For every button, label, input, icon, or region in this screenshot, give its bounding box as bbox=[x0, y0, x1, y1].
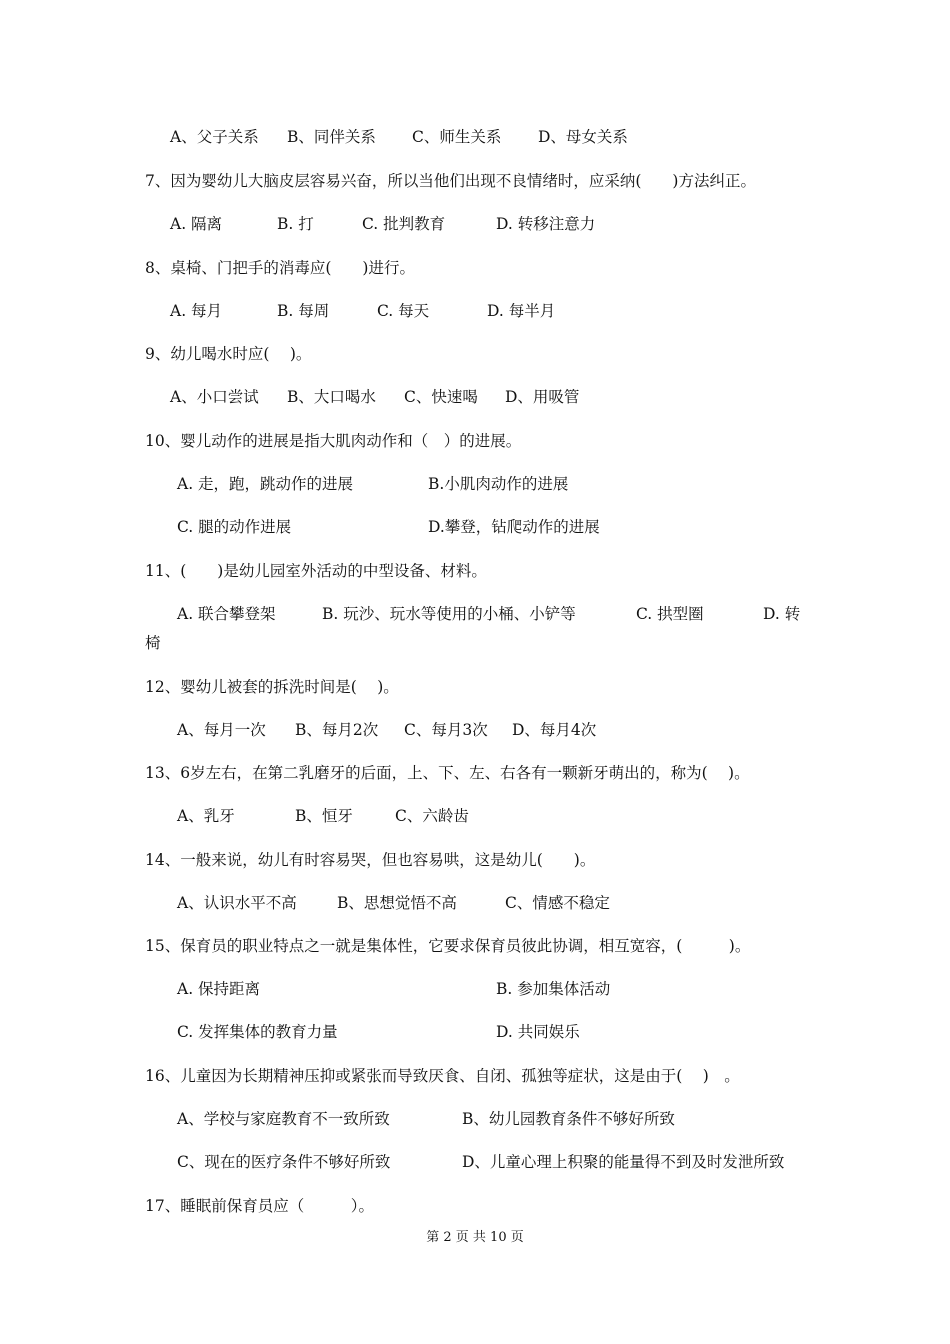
question-text: 14、一般来说，幼儿有时容易哭，但也容易哄，这是幼儿( )。 bbox=[145, 851, 596, 869]
answer-option: D. 转 bbox=[763, 605, 801, 623]
options-line bbox=[0, 124, 950, 150]
options-line bbox=[0, 890, 950, 916]
question-line bbox=[0, 341, 950, 367]
options-line bbox=[0, 803, 950, 829]
answer-option: B.小肌肉动作的进展 bbox=[428, 475, 569, 493]
answer-option: A. 走，跑，跳动作的进展 bbox=[177, 475, 354, 493]
question-text: 15、保育员的职业特点之一就是集体性，它要求保育员彼此协调，相互宽容，( )。 bbox=[145, 937, 751, 955]
answer-option: C、现在的医疗条件不够好所致 bbox=[177, 1153, 391, 1171]
question-text: 12、婴幼儿被套的拆洗时间是( )。 bbox=[145, 678, 399, 696]
answer-option: D、每月4次 bbox=[512, 721, 597, 739]
question-text: 13、6岁左右，在第二乳磨牙的后面，上、下、左、右各有一颗新牙萌出的，称为( )。 bbox=[145, 764, 750, 782]
answer-option: C. 每天 bbox=[377, 302, 430, 320]
question-line bbox=[0, 674, 950, 700]
answer-option: D. 共同娱乐 bbox=[496, 1023, 580, 1041]
question-text: 17、睡眠前保育员应（ ）。 bbox=[145, 1197, 374, 1215]
options-line bbox=[0, 1019, 950, 1045]
answer-option: B. 打 bbox=[277, 215, 314, 233]
answer-option: C. 发挥集体的教育力量 bbox=[177, 1023, 338, 1041]
question-line bbox=[0, 933, 950, 959]
options-line bbox=[0, 384, 950, 410]
options-line bbox=[0, 211, 950, 237]
page-footer: 第 2 页 共 10 页 bbox=[426, 1230, 524, 1245]
options-line bbox=[0, 471, 950, 497]
options-line bbox=[0, 1149, 950, 1175]
answer-option: D. 转移注意力 bbox=[496, 215, 596, 233]
options-line bbox=[0, 298, 950, 324]
answer-option: C、快速喝 bbox=[404, 388, 478, 406]
answer-option: A、小口尝试 bbox=[170, 388, 259, 406]
answer-option: C. 拱型圈 bbox=[636, 605, 704, 623]
answer-option: A. 每月 bbox=[170, 302, 223, 320]
options-line bbox=[0, 717, 950, 743]
answer-option: B. 玩沙、玩水等使用的小桶、小铲等 bbox=[322, 605, 576, 623]
question-text: 10、婴儿动作的进展是指大肌肉动作和（ ）的进展。 bbox=[145, 432, 522, 450]
question-line bbox=[0, 428, 950, 454]
answer-option: C、六龄齿 bbox=[395, 807, 469, 825]
answer-option: A. 保持距离 bbox=[177, 980, 261, 998]
answer-option: C、每月3次 bbox=[404, 721, 488, 739]
question-line bbox=[0, 847, 950, 873]
answer-option: D、母女关系 bbox=[538, 128, 628, 146]
question-text: 8、桌椅、门把手的消毒应( )进行。 bbox=[145, 259, 415, 277]
question-text: 7、因为婴幼儿大脑皮层容易兴奋，所以当他们出现不良情绪时，应采纳( )方法纠正。 bbox=[145, 172, 756, 190]
options-line bbox=[0, 601, 950, 627]
answer-option: B、思想觉悟不高 bbox=[337, 894, 457, 912]
answer-option: B、恒牙 bbox=[295, 807, 353, 825]
options-line bbox=[0, 976, 950, 1002]
options-line bbox=[0, 514, 950, 540]
answer-option: B. 每周 bbox=[277, 302, 330, 320]
answer-option: A. 联合攀登架 bbox=[177, 605, 276, 623]
answer-option: D、儿童心理上积聚的能量得不到及时发泄所致 bbox=[462, 1153, 785, 1171]
question-line bbox=[0, 558, 950, 584]
answer-option: C、情感不稳定 bbox=[505, 894, 610, 912]
answer-option: D、用吸管 bbox=[505, 388, 580, 406]
answer-option: A. 隔离 bbox=[170, 215, 223, 233]
answer-option: B、幼儿园教育条件不够好所致 bbox=[462, 1110, 675, 1128]
question-line bbox=[0, 760, 950, 786]
question-line bbox=[0, 630, 950, 656]
answer-option: A、认识水平不高 bbox=[177, 894, 297, 912]
question-text: 11、( )是幼儿园室外活动的中型设备、材料。 bbox=[145, 562, 487, 580]
answer-option: D. 每半月 bbox=[487, 302, 556, 320]
answer-option: B、同伴关系 bbox=[287, 128, 376, 146]
answer-option: C. 批判教育 bbox=[362, 215, 446, 233]
question-line bbox=[0, 1193, 950, 1219]
question-line bbox=[0, 1063, 950, 1089]
answer-option: B、大口喝水 bbox=[287, 388, 376, 406]
answer-option: A、学校与家庭教育不一致所致 bbox=[177, 1110, 390, 1128]
question-text: 16、儿童因为长期精神压抑或紧张而导致厌食、自闭、孤独等症状，这是由于( ) 。 bbox=[145, 1067, 740, 1085]
answer-option: A、每月一次 bbox=[177, 721, 266, 739]
answer-option: B. 参加集体活动 bbox=[496, 980, 611, 998]
question-line bbox=[0, 255, 950, 281]
answer-option: A、乳牙 bbox=[177, 807, 235, 825]
answer-option: A、父子关系 bbox=[170, 128, 259, 146]
question-text: 椅 bbox=[145, 634, 161, 652]
answer-option: B、每月2次 bbox=[295, 721, 379, 739]
answer-option: C、师生关系 bbox=[412, 128, 502, 146]
answer-option: C. 腿的动作进展 bbox=[177, 518, 292, 536]
question-line bbox=[0, 168, 950, 194]
question-text: 9、幼儿喝水时应( )。 bbox=[145, 345, 312, 363]
options-line bbox=[0, 1106, 950, 1132]
answer-option: D.攀登，钻爬动作的进展 bbox=[428, 518, 600, 536]
